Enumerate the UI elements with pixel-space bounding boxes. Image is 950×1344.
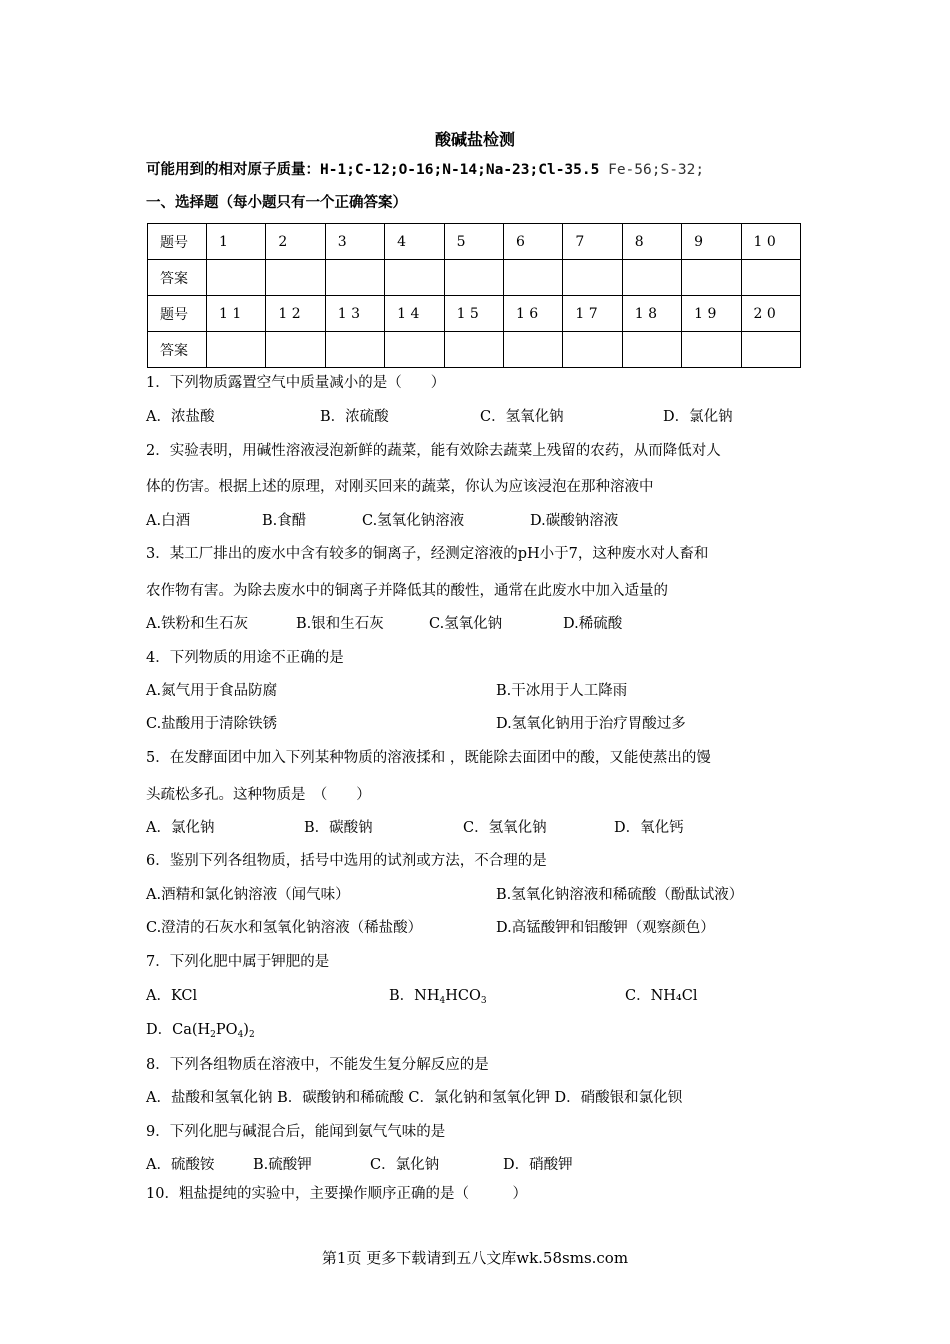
question-5-option-d: D．氧化钙: [614, 820, 684, 836]
question-4-option-c: C.盐酸用于清除铁锈: [146, 716, 278, 732]
question-5-stem-line2: 头疏松多孔。这种物质是 （ ）: [146, 787, 371, 803]
question-number-cell: 9: [682, 224, 741, 260]
question-2-stem-line2: 体的伤害。根据上述的原理，对刚买回来的蔬菜，你认为应该浸泡在那种溶液中: [146, 479, 654, 495]
question-number-cell: 1 9: [682, 296, 741, 332]
formula-subscript: 2: [210, 1030, 216, 1040]
table-row: [148, 260, 801, 296]
question-number-cell: 1 8: [622, 296, 681, 332]
question-number-cell: 7: [563, 224, 622, 260]
question-number-cell: 1 3: [325, 296, 384, 332]
question-1-option-c: C．氢氧化钠: [480, 409, 564, 425]
question-5-option-a: A．氯化钠: [146, 820, 215, 836]
answer-cell[interactable]: [385, 332, 444, 368]
question-number-cell: 2: [266, 224, 325, 260]
table-row: [148, 296, 801, 332]
question-number-cell: 1 2: [266, 296, 325, 332]
answer-cell[interactable]: [325, 260, 384, 296]
section1-title: 一、选择题（每小题只有一个正确答案）: [146, 195, 407, 211]
answer-cell[interactable]: [622, 260, 681, 296]
question-9-option-a: A．硫酸铵: [146, 1157, 215, 1173]
formula-part: HCO: [445, 988, 481, 1004]
answer-cell[interactable]: [503, 260, 562, 296]
question-1-option-d: D．氯化钠: [663, 409, 733, 425]
atomic-mass-line: [146, 160, 704, 180]
question-number-cell: 2 0: [741, 296, 800, 332]
answer-cell[interactable]: [622, 332, 681, 368]
question-9-stem: 9．下列化肥与碱混合后，能闻到氨气气味的是: [146, 1124, 446, 1140]
answer-cell[interactable]: [503, 332, 562, 368]
question-6-option-c: C.澄清的石灰水和氢氧化钠溶液（稀盐酸）: [146, 920, 423, 936]
question-8-stem: 8．下列各组物质在溶液中，不能发生复分解反应的是: [146, 1057, 489, 1073]
table-row: [148, 224, 801, 260]
question-9-option-c: C．氯化钠: [370, 1157, 440, 1173]
question-3-stem-line1: 3．某工厂排出的废水中含有较多的铜离子，经测定溶液的pH小于7，这种废水对人畜和: [146, 546, 709, 562]
question-6-stem: 6．鉴别下列各组物质，括号中选用的试剂或方法，不合理的是: [146, 853, 547, 869]
question-4-option-d: D.氢氧化钠用于治疗胃酸过多: [496, 716, 686, 732]
question-2-option-b: B.食醋: [262, 513, 307, 529]
answer-table: [147, 223, 801, 368]
question-5-option-b: B．碳酸钠: [304, 820, 373, 836]
question-3-option-b: B.银和生石灰: [296, 616, 384, 632]
question-6-option-b: B.氢氧化钠溶液和稀硫酸（酚酞试液）: [496, 887, 744, 903]
question-4-option-b: B.干冰用于人工降雨: [496, 683, 628, 699]
question-5-stem-line1: 5．在发酵面团中加入下列某种物质的溶液揉和 ，既能除去面团中的酸，又能使蒸出的馒: [146, 750, 711, 766]
row-label-answer: 答案: [148, 332, 207, 368]
question-number-cell: 1 6: [503, 296, 562, 332]
formula-subscript: 4: [237, 1030, 244, 1040]
question-8-options: A．盐酸和氢氧化钠 B．碳酸钠和稀硫酸 C．氯化钠和氢氧化钾 D．硝酸银和氯化钡: [146, 1090, 683, 1106]
answer-cell[interactable]: [207, 332, 266, 368]
question-2-option-d: D.碳酸钠溶液: [530, 513, 619, 529]
answer-cell[interactable]: [207, 260, 266, 296]
formula-part: PO: [215, 1022, 238, 1038]
answer-cell[interactable]: [266, 332, 325, 368]
question-number-cell: 3: [325, 224, 384, 260]
question-1-option-b: B．浓硫酸: [320, 409, 389, 425]
atomic-mass-label: 可能用到的相对原子质量：: [146, 162, 320, 178]
answer-cell[interactable]: [563, 332, 622, 368]
answer-cell[interactable]: [444, 332, 503, 368]
question-number-cell: 5: [444, 224, 503, 260]
answer-cell[interactable]: [444, 260, 503, 296]
question-number-cell: 1: [207, 224, 266, 260]
question-5-option-c: C．氢氧化钠: [463, 820, 547, 836]
question-6-option-d: D.高锰酸钾和铝酸钾（观察颜色）: [496, 920, 715, 936]
answer-cell[interactable]: [741, 260, 800, 296]
row-label-answer: 答案: [148, 260, 207, 296]
answer-cell[interactable]: [682, 260, 741, 296]
question-1-stem: 1．下列物质露置空气中质量减小的是（ ）: [146, 375, 446, 391]
question-number-cell: 1 7: [563, 296, 622, 332]
question-3-option-c: C.氢氧化钠: [429, 616, 503, 632]
question-7-option-b: [389, 986, 487, 1011]
question-3-stem-line2: 农作物有害。为除去废水中的铜离子并降低其的酸性，通常在此废水中加入适量的: [146, 583, 668, 599]
question-6-option-a: A.酒精和氯化钠溶液（闻气味）: [146, 887, 350, 903]
formula-subscript: 3: [480, 996, 487, 1006]
question-3-option-d: D.稀硫酸: [563, 616, 623, 632]
answer-cell[interactable]: [385, 260, 444, 296]
answer-cell[interactable]: [266, 260, 325, 296]
question-7-option-a: A．KCl: [146, 988, 198, 1004]
question-4-stem: 4．下列物质的用途不正确的是: [146, 650, 344, 666]
question-4-option-a: A.氮气用于食品防腐: [146, 683, 278, 699]
question-number-cell: 4: [385, 224, 444, 260]
answer-cell[interactable]: [682, 332, 741, 368]
question-9-option-b: B.硫酸钾: [253, 1157, 312, 1173]
question-2-option-a: A.白酒: [146, 513, 191, 529]
answer-cell[interactable]: [563, 260, 622, 296]
question-2-stem-line1: 2．实验表明，用碱性溶液浸泡新鲜的蔬菜，能有效除去蔬菜上残留的农药，从而降低对人: [146, 443, 721, 459]
question-3-option-a: A.铁粉和生石灰: [146, 616, 249, 632]
question-number-cell: 8: [622, 224, 681, 260]
question-2-option-c: C.氢氧化钠溶液: [362, 513, 465, 529]
question-number-cell: 1 4: [385, 296, 444, 332]
atomic-mass-bold-values: H-1;C-12;O-16;N-14;Na-23;Cl-35.5: [320, 162, 600, 178]
row-label-question: 题号: [148, 224, 207, 260]
formula-subscript: 4: [439, 996, 446, 1006]
question-10-stem: 10．粗盐提纯的实验中，主要操作顺序正确的是（ ）: [146, 1186, 527, 1202]
row-label-question: 题号: [148, 296, 207, 332]
page-footer: 第1页 更多下载请到五八文库wk.58sms.com: [321, 1249, 629, 1267]
question-7-stem: 7．下列化肥中属于钾肥的是: [146, 954, 330, 970]
question-number-cell: 1 5: [444, 296, 503, 332]
formula-subscript: 2: [248, 1030, 255, 1040]
question-number-cell: 6: [503, 224, 562, 260]
formula-part: B．NH: [389, 988, 440, 1004]
question-number-cell: 1 1: [207, 296, 266, 332]
question-number-cell: 1 0: [741, 224, 800, 260]
question-1-option-a: A．浓盐酸: [146, 409, 215, 425]
question-7-option-c: C．NH₄Cl: [625, 988, 698, 1004]
formula-part: ): [243, 1022, 249, 1038]
question-7-option-d: [146, 1020, 255, 1045]
question-9-option-d: D．硝酸钾: [503, 1157, 573, 1173]
atomic-mass-plain-values: Fe-56;S-32;: [599, 162, 705, 178]
formula-part: D．Ca(H: [146, 1022, 211, 1038]
table-row: [148, 332, 801, 368]
answer-cell[interactable]: [741, 332, 800, 368]
answer-cell[interactable]: [325, 332, 384, 368]
page-title: 酸碱盐检测: [434, 130, 515, 149]
